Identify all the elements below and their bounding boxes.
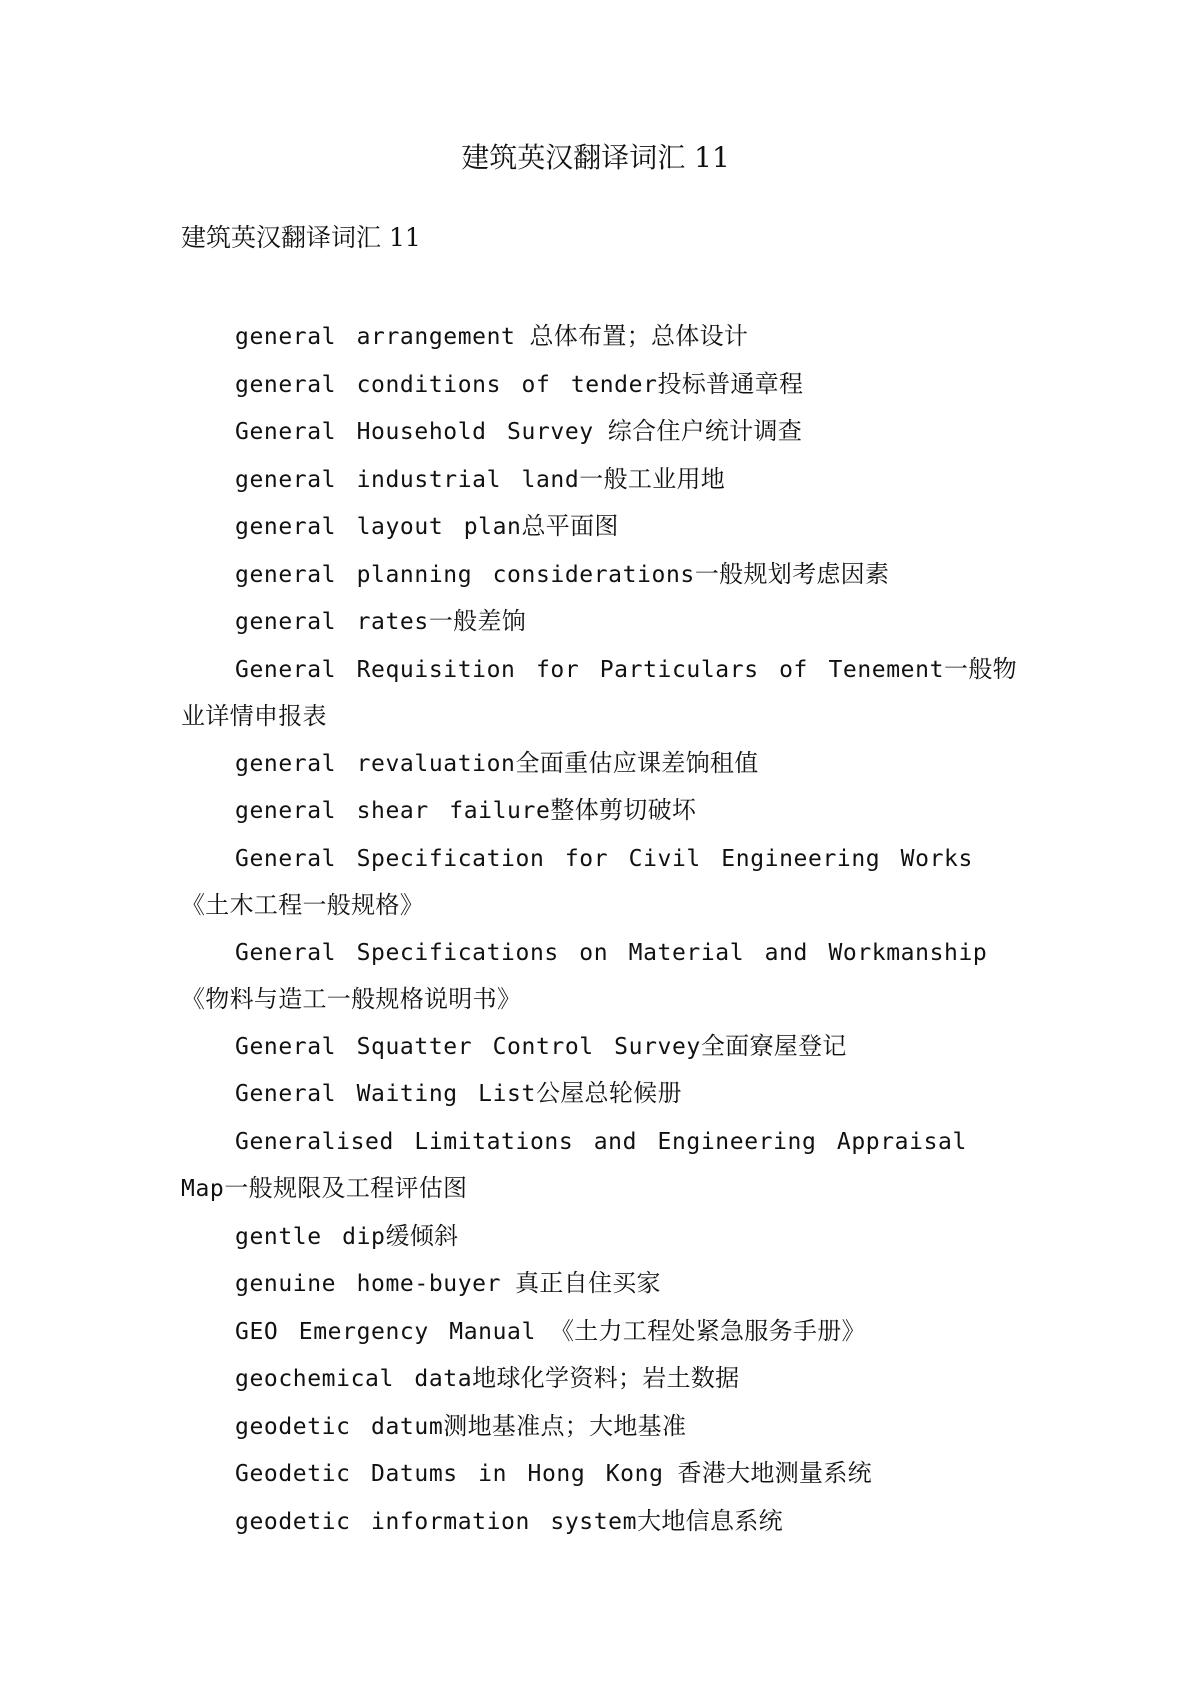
glossary-list bbox=[181, 313, 1021, 1545]
entry-definition: 全面重估应课差饷租值 bbox=[515, 748, 759, 777]
entry-definition: 投标普通章程 bbox=[657, 369, 804, 398]
entry-term: General Household Survey bbox=[235, 419, 594, 445]
entry-definition: 一般差饷 bbox=[428, 607, 527, 635]
entry-term: geodetic information system bbox=[235, 1508, 638, 1535]
glossary-entry bbox=[181, 456, 1021, 504]
entry-definition: 综合住户统计调查 bbox=[607, 417, 803, 445]
entry-term: geochemical data bbox=[235, 1366, 473, 1392]
glossary-entry bbox=[181, 1355, 1021, 1403]
glossary-entry bbox=[181, 787, 1021, 835]
entry-term: general layout plan bbox=[235, 514, 522, 540]
entry-definition: 《物料与造工一般规格说明书》 bbox=[181, 985, 522, 1013]
entry-definition: 整体剪切破坏 bbox=[550, 796, 697, 824]
entry-definition: 一般物业详情申报表 bbox=[181, 654, 1017, 730]
entry-definition: 缓倾斜 bbox=[385, 1221, 459, 1250]
entry-term: general conditions of tender bbox=[235, 371, 658, 398]
section-heading: 建筑英汉翻译词汇 11 bbox=[181, 223, 421, 252]
glossary-entry bbox=[181, 1118, 1021, 1213]
entry-term: general arrangement bbox=[235, 324, 516, 350]
entry-definition: 全面寮屋登记 bbox=[700, 1031, 847, 1060]
entry-definition: 公屋总轮候册 bbox=[535, 1079, 682, 1107]
entry-definition: 一般工业用地 bbox=[579, 464, 726, 493]
glossary-entry bbox=[181, 408, 1021, 456]
entry-term: genuine home-buyer bbox=[235, 1271, 502, 1297]
glossary-entry bbox=[181, 1450, 1021, 1498]
entry-term: General Squatter Control Survey bbox=[235, 1033, 701, 1060]
entry-term: general rates bbox=[235, 609, 429, 635]
glossary-entry bbox=[181, 598, 1021, 646]
entry-definition: 大地信息系统 bbox=[637, 1506, 783, 1535]
entry-definition: 测地基准点；大地基准 bbox=[443, 1411, 687, 1440]
entry-term: gentle dip bbox=[235, 1223, 386, 1250]
glossary-entry bbox=[181, 1308, 1021, 1356]
entry-definition: 地球化学资料；岩土数据 bbox=[472, 1364, 740, 1392]
entry-term: geodetic datum bbox=[235, 1413, 444, 1440]
entry-term: General Requisition for Particulars of Tenement bbox=[235, 656, 945, 683]
entry-definition: 《土力工程处紧急服务手册》 bbox=[549, 1316, 866, 1345]
glossary-entry bbox=[181, 646, 1021, 740]
entry-definition: 真正自住买家 bbox=[515, 1269, 661, 1297]
entry-term: general industrial land bbox=[235, 466, 580, 493]
entry-term: general planning considerations bbox=[235, 561, 695, 588]
glossary-entry bbox=[181, 1260, 1021, 1308]
entry-definition: 《土木工程一般规格》 bbox=[181, 891, 424, 919]
entry-term: GEO Emergency Manual bbox=[235, 1318, 536, 1345]
glossary-entry bbox=[181, 1213, 1021, 1261]
entry-term: General Specifications on Material and Workmanship bbox=[235, 939, 988, 966]
entry-term: general revaluation bbox=[235, 750, 516, 777]
glossary-entry bbox=[181, 503, 1021, 551]
entry-term: General Waiting List bbox=[235, 1081, 536, 1107]
glossary-entry bbox=[181, 551, 1021, 599]
page-title: 建筑英汉翻译词汇 11 bbox=[461, 141, 730, 174]
glossary-entry bbox=[181, 361, 1021, 409]
entry-definition: 总平面图 bbox=[521, 512, 619, 540]
entry-definition: 一般规限及工程评估图 bbox=[224, 1174, 468, 1202]
glossary-entry bbox=[181, 929, 1021, 1023]
glossary-entry bbox=[181, 740, 1021, 788]
entry-term: General Specification for Civil Engineering Works bbox=[235, 845, 973, 872]
glossary-entry bbox=[181, 1023, 1021, 1071]
entry-term: Generalised Limitations and Engineering Appraisal Map bbox=[181, 1128, 967, 1202]
entry-definition: 香港大地测量系统 bbox=[677, 1459, 872, 1487]
glossary-entry bbox=[181, 1498, 1021, 1546]
entry-term: Geodetic Datums in Hong Kong bbox=[235, 1461, 664, 1487]
glossary-entry bbox=[181, 313, 1021, 361]
glossary-entry bbox=[181, 1403, 1021, 1451]
glossary-entry bbox=[181, 835, 1021, 929]
entry-definition: 一般规划考虑因素 bbox=[694, 559, 890, 588]
glossary-entry bbox=[181, 1070, 1021, 1118]
entry-term: general shear failure bbox=[235, 798, 551, 824]
entry-definition: 总体布置；总体设计 bbox=[529, 322, 749, 350]
